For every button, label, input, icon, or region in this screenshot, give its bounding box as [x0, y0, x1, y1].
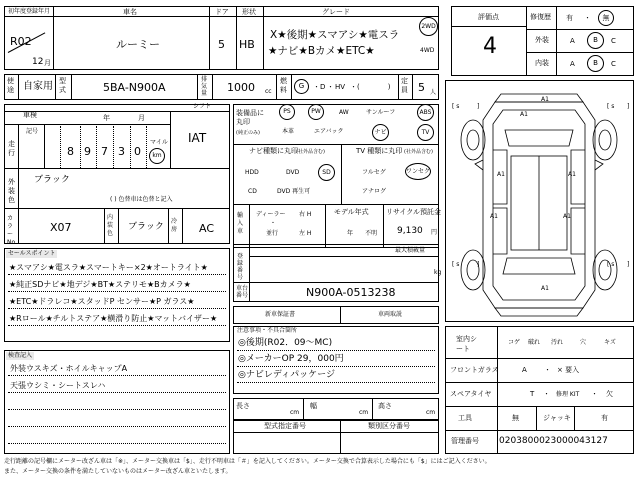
room-label: 室内シート: [456, 335, 477, 353]
exterior-grade-c: C: [611, 37, 616, 45]
note-line-3: ◎ナビレディパッケージ: [238, 370, 335, 380]
dimensions-row: [233, 398, 439, 420]
vehicle-detail-block: [4, 104, 230, 244]
color-no-label: カラーNo.: [7, 215, 17, 246]
color-note: ( ) 色替車は色替と記入: [110, 196, 173, 203]
warranty-history: 車両取説: [378, 311, 403, 318]
damage-mark-7: A1: [541, 285, 549, 292]
room-item-3: 汚れ: [551, 339, 564, 346]
warranty-manual: 新車保証書: [265, 311, 296, 318]
damage-mark-2: A1: [520, 111, 528, 118]
loadage-label: 最大積載量: [395, 247, 426, 254]
shift-value: IAT: [188, 131, 207, 145]
class-label: 類別区分番号: [368, 422, 410, 430]
score-value: 4: [483, 34, 497, 59]
model-year-label: モデル年式: [334, 208, 369, 216]
recycle-value: 9,130: [397, 226, 423, 236]
grade-line-2: ★ナビ★Bカメ★ETC★: [268, 45, 375, 57]
fuel-dot-1: ・: [313, 83, 320, 91]
mileage-digit-3: 7: [101, 145, 108, 158]
wheel-bracket-fl: [ s: [452, 103, 460, 110]
interior-grade-a: A: [570, 60, 575, 68]
car-diagram-svg: [445, 80, 634, 322]
inspection-year: 年: [103, 114, 110, 122]
navi-dvd-play: DVD 再生可: [277, 188, 311, 195]
windshield-a: A: [522, 366, 527, 374]
mileage-digit-1: 8: [67, 145, 74, 158]
windshield-label: フロントガラス: [450, 366, 499, 374]
equip-ps-circle: PS: [279, 104, 295, 120]
inspector-line-2: 天張ウシミ・シートスレハ: [10, 381, 106, 390]
tv-oneseg-circle: ワンセグ: [405, 163, 431, 180]
fuel-dot-3: ・: [350, 83, 357, 91]
navi-dvd: DVD: [286, 169, 300, 176]
length-label: 長さ: [236, 402, 250, 410]
equip-aw: AW: [339, 109, 349, 116]
sales-line-3: ★ETC★ドラレコ★スタッドP センサー★P ガラス★: [9, 297, 195, 306]
sales-label: セールスポイント: [8, 250, 56, 257]
tools-value: 無: [512, 414, 519, 422]
fuel-dot-2: ・: [327, 83, 334, 91]
damage-mark-1: A1: [541, 96, 549, 103]
equip-abs-circle: ABS: [417, 104, 434, 121]
note-line-1: ◎後期(R02．09～MC): [238, 338, 333, 348]
mileage-label: 走行: [8, 140, 15, 157]
use-value: 自家用: [23, 81, 53, 92]
interior-grade-b-circle: B: [587, 55, 604, 72]
navi-sd-circle: SD: [318, 164, 335, 181]
model-year-year: 年: [347, 230, 354, 237]
interior-color: ブラック: [128, 222, 164, 232]
import-label: 輸入車: [237, 212, 244, 235]
navi-hdd: HDD: [245, 169, 259, 176]
mileage-digit-4: 3: [118, 145, 125, 158]
spare-dot-2: ・: [591, 390, 598, 398]
navi-cd: CD: [248, 188, 257, 195]
tools-label: 工具: [458, 414, 472, 422]
reg-year: R02: [10, 35, 32, 48]
displacement-label: 排気量: [201, 76, 208, 97]
fuel-d: D: [320, 83, 326, 91]
repair-no-circle: 無: [598, 10, 614, 26]
exterior-grade-b-circle: B: [587, 32, 604, 49]
tv-fullseg: フルセグ: [362, 169, 386, 176]
jack-value: 有: [601, 414, 608, 422]
windshield-dot: ・: [544, 366, 551, 374]
use-label: 使途: [7, 77, 14, 94]
inspection-month: 月: [138, 114, 145, 122]
fuel-other: ( ): [357, 83, 391, 91]
equip-navi-circle: ナビ: [372, 124, 389, 141]
score-label: 評価点: [478, 13, 499, 21]
mileage-digit-5: 0: [134, 145, 141, 158]
mgmt-label: 管理番号: [451, 437, 479, 445]
model-label: 型式: [59, 77, 66, 94]
wheel-bracket-fl-close: ]: [477, 103, 480, 110]
drive-2wd-circle: 2WD: [419, 17, 438, 36]
type-label: 型式指定番号: [264, 422, 306, 430]
wheel-bracket-fr-close: ]: [627, 103, 630, 110]
footer-line-2: また、メーター交換の条件を満たしていないものはメーター改ざん車といたします。: [4, 468, 232, 475]
spare-kit: 修理 KIT: [556, 391, 580, 398]
inspector-line-1: 外装ウスキズ・ホイルキャップA: [10, 364, 128, 373]
note-line-2: ◎メーカーOP 29，000円: [238, 354, 344, 364]
damage-mark-4: A1: [568, 171, 576, 178]
inspector-label: 検査記入: [8, 352, 33, 359]
exterior-color-label: 外装色: [8, 178, 15, 204]
chassis-label: 車台番号: [236, 285, 249, 299]
repair-dot: ・: [584, 14, 591, 22]
equipment-sub: (純正のみ): [236, 130, 260, 136]
capacity-value: 5: [418, 81, 425, 94]
sales-line-4: ★Rロール★チルトステア★横滑り防止★マットバイザー★: [9, 314, 218, 323]
reg-month: 12: [32, 57, 44, 67]
import-left: 左 H: [299, 230, 312, 237]
spare-label: スペアタイヤ: [450, 390, 492, 398]
sales-line-1: ★スマアシ★電スラ★スマートキー×2★オートライト★: [9, 263, 208, 272]
height-unit: cm: [426, 409, 436, 416]
equip-leather: 本革: [282, 128, 295, 135]
recycle-unit: 円: [431, 229, 438, 236]
tv-kind-sub: (社外品含む): [404, 149, 433, 155]
import-right: 右 H: [299, 211, 312, 218]
tv-analog: アナログ: [362, 188, 387, 195]
fuel-hv: HV: [335, 83, 346, 91]
model-year-unknown: 不明: [365, 230, 378, 237]
windshield-x: × 要入: [557, 366, 580, 374]
import-parallel: 並行: [266, 230, 279, 237]
mileage-km-circle: km: [149, 148, 165, 164]
reg-year-label: 初年度登録年月: [8, 8, 51, 15]
model-value: 5BA-N900A: [103, 81, 166, 94]
equip-airbag: エアバック: [314, 128, 344, 135]
displacement-unit: cc: [265, 88, 272, 95]
footer-line-1: 走行距離の記号欄にメーター改ざん車は「※」、メーター交換車は「$」、走行不明車は「＃」を記入してください。メーター交換で合算表示した場合にも「$」にはご記入ください。: [4, 458, 491, 465]
exterior-grade-a: A: [570, 37, 575, 45]
damage-mark-3: A1: [497, 171, 505, 178]
room-item-4: 穴: [580, 339, 587, 346]
room-item-5: キズ: [604, 339, 616, 346]
ac-value: AC: [199, 222, 215, 235]
color-no: X07: [50, 221, 72, 234]
spare-none: 欠: [606, 390, 613, 398]
capacity-label: 定員: [401, 77, 408, 94]
width-label: 幅: [310, 402, 317, 410]
room-item-2: 破れ: [528, 339, 541, 346]
mgmt-value: 0203800023000043127: [499, 436, 608, 446]
shift-label: シフト: [193, 103, 212, 110]
body-type: HB: [239, 38, 255, 51]
car-name-label: 車名: [123, 8, 137, 16]
repair-label: 修復歴: [530, 13, 551, 21]
reg-month-unit: 月: [44, 59, 51, 67]
equip-tv-circle: TV: [417, 124, 434, 141]
exterior-grade-label: 外装: [535, 36, 549, 44]
inspection-label: 車検: [23, 111, 37, 119]
fuel-label: 燃料: [280, 77, 287, 94]
grade-line-1: X★後期★スマアシ★電スラ: [270, 29, 400, 41]
tv-kind-label: TV 種類に丸印: [356, 147, 403, 155]
length-unit: cm: [290, 409, 300, 416]
import-dealer: ディーラー: [256, 211, 286, 218]
chassis-value: N900A-0513238: [306, 286, 396, 299]
ac-label: 冷房: [171, 218, 178, 233]
jack-label: ジャッキ: [543, 414, 571, 422]
equip-sunroof: サンルーフ: [366, 109, 396, 116]
wheel-bracket-rr: [ s: [607, 261, 615, 268]
room-item-1: コゲ: [508, 339, 521, 346]
navi-kind-sub: (社外品含む): [296, 149, 325, 155]
mileage-mile-label: マイル: [150, 139, 168, 146]
interior-grade-c: C: [611, 60, 616, 68]
doors-label: ドア: [215, 8, 229, 16]
width-unit: cm: [359, 409, 369, 416]
wheel-bracket-fr: [ s: [607, 103, 615, 110]
navi-kind-label: ナビ種類に丸印: [249, 147, 298, 155]
grade-label: グレード: [322, 8, 350, 16]
spare-t: T: [530, 390, 535, 398]
exterior-color: ブラック: [34, 175, 70, 185]
wheel-bracket-rl-close: ]: [477, 261, 480, 268]
mileage-digit-2: 9: [84, 145, 91, 158]
warranty-row: [233, 306, 439, 324]
registration-label: 登録番号: [237, 253, 244, 281]
height-label: 高さ: [378, 402, 392, 410]
interior-color-label: 内装色: [107, 214, 114, 237]
equip-pw-circle: PW: [308, 104, 324, 120]
notes-label: 注意事項・不具合箇所: [237, 327, 298, 334]
wheel-bracket-rl: [ s: [452, 261, 460, 268]
damage-mark-5: A1: [490, 213, 498, 220]
drive-4wd: 4WD: [420, 47, 435, 54]
interior-grade-label: 内装: [535, 59, 549, 67]
wheel-bracket-rr-close: ]: [627, 261, 630, 268]
import-dot: ・: [270, 220, 277, 227]
sales-line-2: ★純正SDナビ★地デジ★BT★ステリモ★Bカメラ★: [9, 280, 191, 289]
spare-dot-1: ・: [543, 390, 550, 398]
loadage-unit: kg: [434, 269, 442, 276]
doors: 5: [218, 38, 225, 51]
mileage-digit-label: 記号: [26, 128, 39, 135]
capacity-unit: 人: [430, 89, 437, 96]
recycle-label: リサイクル預託金: [386, 208, 442, 216]
equipment-label: 装備品に丸印: [236, 109, 264, 126]
damage-mark-6: A1: [563, 213, 571, 220]
displacement-value: 1000: [227, 81, 255, 94]
body-label: 形状: [242, 8, 256, 16]
car-name: ルーミー: [116, 38, 160, 51]
fuel-g-circle: G: [294, 79, 309, 94]
repair-yes: 有: [566, 14, 573, 22]
